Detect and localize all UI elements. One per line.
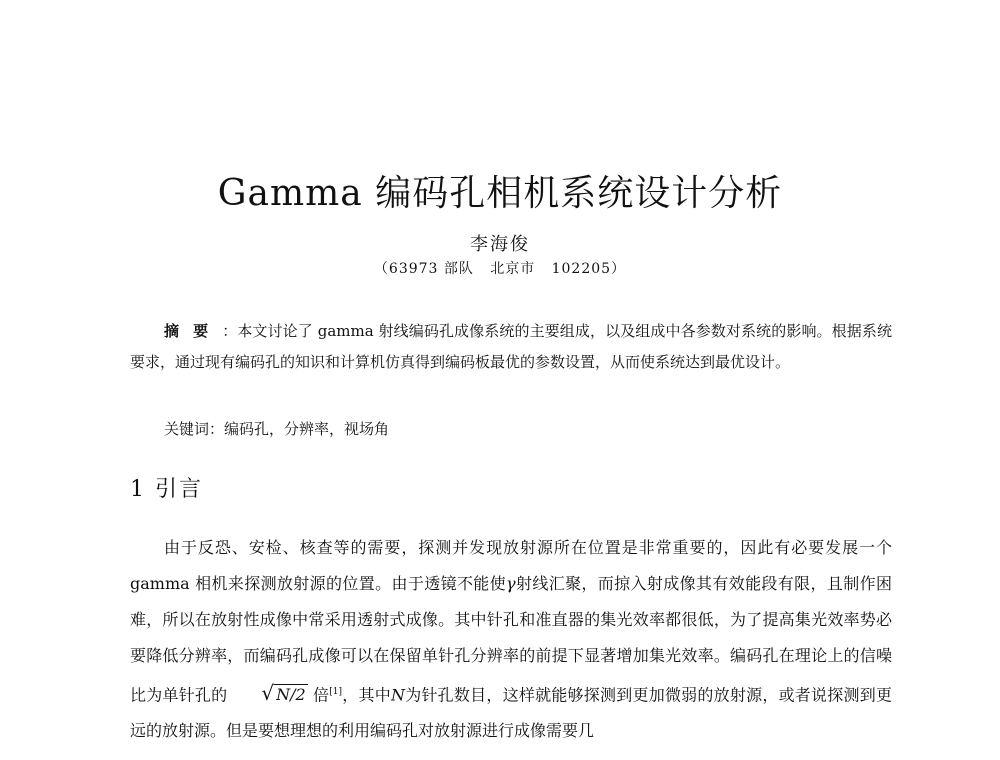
sqrt-content: N/2 xyxy=(276,685,306,705)
section-heading-introduction: 1 引言 xyxy=(130,477,203,502)
keywords-label: 关键词： xyxy=(164,420,225,438)
keywords-line xyxy=(164,414,864,445)
author-affiliation: （63973 部队 北京市 102205） xyxy=(373,261,627,277)
body-text-part3: 倍 xyxy=(307,685,330,705)
paper-title: Gamma 编码孔相机系统设计分析 xyxy=(217,173,783,214)
n-symbol: N xyxy=(390,685,405,705)
sqrt-formula xyxy=(227,675,307,713)
body-text-part4: ，其中 xyxy=(342,685,391,705)
sqrt-symbol: √ xyxy=(261,681,275,706)
abstract-paragraph xyxy=(130,316,892,378)
introduction-paragraph xyxy=(130,530,892,749)
body-text-part2: 射线汇聚，而掠入射成像其有效能段有限，且制作困难，所以在放射性成像中常采用透射式成像。其中针孔和准直器的集光效率都很低，为了提高集光效率势必要降低分辨率，而编码孔成像可以在保留单针孔分辨率的前提下显著增加集光效率。编码孔在理论上的信噪比为单针孔的 xyxy=(130,574,892,705)
abstract-label-colon: ： xyxy=(222,322,238,340)
body-text-part1: 由于反恐、安检、核查等的需要，探测并发现放射源所在位置是非常重要的，因此有必要发展一个 gamma 相机来探测放射源的位置。由于透镜不能使 xyxy=(130,538,892,593)
gamma-symbol: γ xyxy=(506,574,516,593)
citation-ref: [1] xyxy=(329,687,343,697)
keywords-text: 编码孔，分辨率，视场角 xyxy=(224,420,390,438)
author-name: 李海俊 xyxy=(470,234,530,255)
abstract-label: 摘要 xyxy=(164,322,223,340)
abstract-text: 本文讨论了 gamma 射线编码孔成像系统的主要组成，以及组成中各参数对系统的影响。根据系统要求，通过现有编码孔的知识和计算机仿真得到编码板最优的参数设置，从而使系统达到最优设计。 xyxy=(130,322,892,371)
body-text-part5: 为针孔数目，这样就能够探测到更加微弱的放射源，或者说探测到更远的放射源。但是要想理想的利用编码孔对放射源进行成像需要几 xyxy=(130,685,892,741)
